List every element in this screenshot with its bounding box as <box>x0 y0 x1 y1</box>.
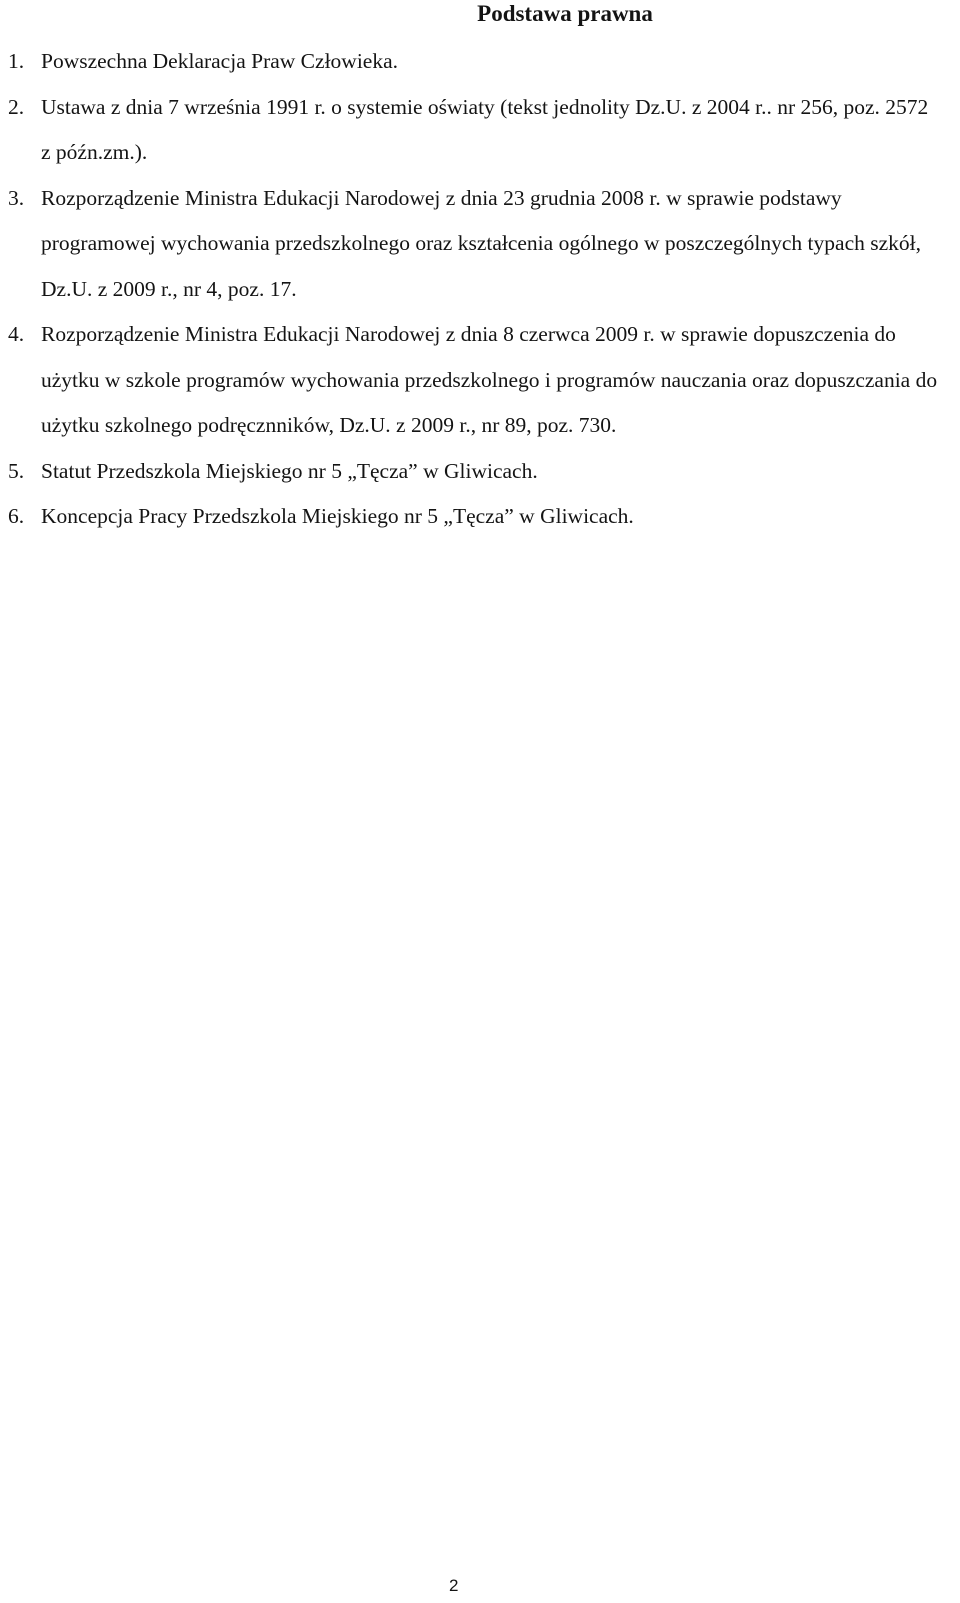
list-item-number: 4. <box>8 322 25 346</box>
list-item-text: Koncepcja Pracy Przedszkola Miejskiego nr 5 „Tęcza” w Gliwicach. <box>41 504 634 528</box>
list-item-number: 2. <box>8 94 25 119</box>
list-item <box>8 176 943 313</box>
list-item-text: Ustawa z dnia 7 września 1991 r. o systemie oświaty (tekst jednolity Dz.U. z 2004 r.. nr 256, poz. 2572 z późn.zm.). <box>41 94 929 164</box>
list-item <box>8 494 943 540</box>
list-item-number: 5. <box>8 458 25 483</box>
legal-basis-list <box>8 39 943 540</box>
list-item <box>8 449 943 495</box>
page-number: 2 <box>449 1576 459 1595</box>
page-title: Podstawa prawna <box>477 1 653 26</box>
list-item-text: Rozporządzenie Ministra Edukacji Narodowej z dnia 8 czerwca 2009 r. w sprawie dopuszczenia do użytku w szkole programów wychowania przedszkolnego i programów nauczania oraz dopuszczania do użytku szkolnego podręcznników, Dz.U. z 2009 r., nr 89, poz. 730. <box>41 322 938 437</box>
list-item <box>8 85 943 176</box>
list-item-text: Statut Przedszkola Miejskiego nr 5 „Tęcza” w Gliwicach. <box>41 458 538 483</box>
list-item-number: 3. <box>8 185 25 210</box>
list-item <box>8 312 943 449</box>
list-item <box>8 39 943 85</box>
list-item-text: Rozporządzenie Ministra Edukacji Narodowej z dnia 23 grudnia 2008 r. w sprawie podstawy programowej wychowania przedszkolnego oraz kształcenia ogólnego w poszczególnych typach szkół, Dz.U. z 2009 r., nr 4, poz. 17. <box>41 185 921 301</box>
list-item-text: Powszechna Deklaracja Praw Człowieka. <box>41 49 398 73</box>
list-item-number: 1. <box>8 49 25 73</box>
list-item-number: 6. <box>8 504 25 528</box>
